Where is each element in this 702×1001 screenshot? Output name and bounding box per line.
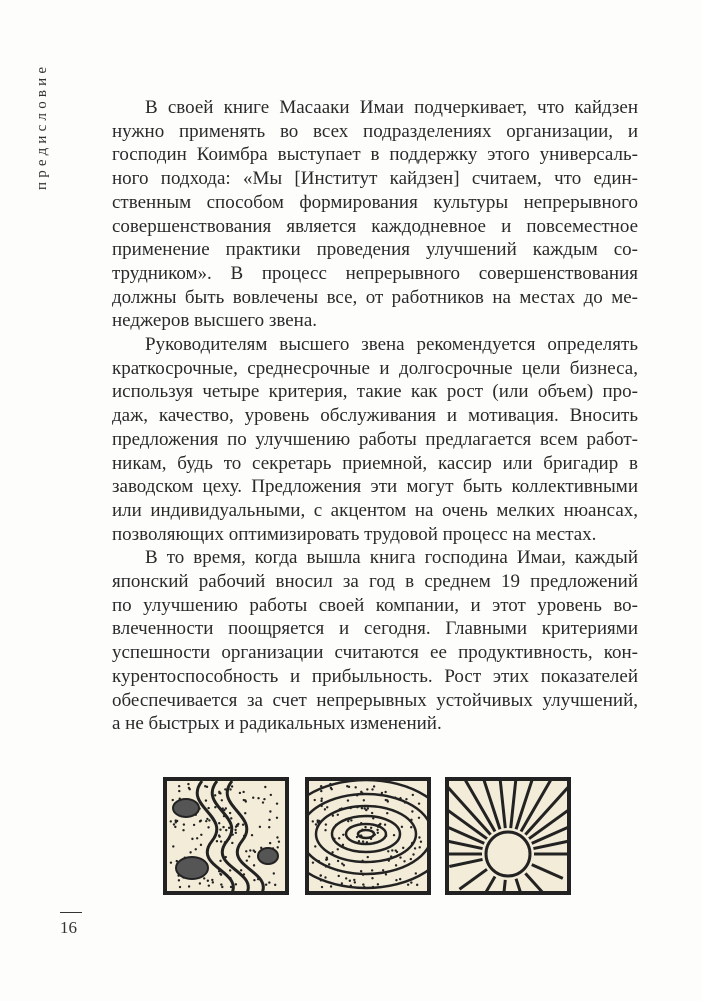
text-line: Руководителям высшего звена рекомендуется определять <box>145 334 638 356</box>
text-line: предложения по улучшению работы предлагается всем работ- <box>112 428 638 450</box>
text-line: никам, будь то секретарь приемной, кассир или бригадир в <box>112 452 638 474</box>
text-line: неджеров высшего звена. <box>112 310 318 332</box>
text-line: применение практики проведения улучшений каждым со- <box>112 239 638 261</box>
page-number-rule <box>60 912 82 913</box>
text-line: господин Коимбра выступает в поддержку этого универсаль- <box>112 144 638 166</box>
text-line: используя четыре критерия, такие как рост (или объем) про- <box>112 381 638 403</box>
text-line: или индивидуальными, с акцентом на очень мелких нюансах, <box>112 499 638 521</box>
text-line: краткосрочные, среднесрочные и долгосрочные цели бизнеса, <box>112 357 638 379</box>
text-line: обеспечивается за счет непрерывных устойчивых улучшений, <box>112 689 638 711</box>
sun-rays-icon <box>444 776 572 896</box>
text-line: успешности организации считаются ее продуктивность, кон- <box>112 642 638 664</box>
text-line: должны быть вовлечены все, от работников на местах до ме- <box>112 286 638 308</box>
text-line: нужно применять во всех подразделениях организации, и <box>112 120 638 142</box>
text-line: заводском цеху. Предложения эти могут быть коллективными <box>112 476 638 498</box>
text-line: по улучшению работы своей компании, и этот уровень во- <box>112 594 638 616</box>
text-line: совершенствования является каждодневное и повсеместное <box>112 215 638 237</box>
text-line: даж, качество, уровень обслуживания и мотивация. Вносить <box>112 405 638 427</box>
text-line: В своей книге Масааки Имаи подчеркивает, что кайдзен <box>145 97 638 118</box>
running-head: предисловие <box>34 62 50 190</box>
text-line: ственным способом формирования культуры непрерывного <box>112 191 638 213</box>
text-line: курентоспособность и прибыльность. Рост этих показателей <box>112 665 638 687</box>
text-line: ного подхода: «Мы [Институт кайдзен] считаем, что един- <box>112 168 638 190</box>
body-text <box>112 96 638 736</box>
text-line: В то время, когда вышла книга господина Имаи, каждый <box>145 547 638 569</box>
ripples-icon <box>304 776 432 896</box>
text-line: позволяющих оптимизировать трудовой процесс на местах. <box>112 523 597 545</box>
text-line: трудником». В процесс непрерывного совершенствования <box>112 262 638 284</box>
text-line: а не быстрых и радикальных изменений. <box>112 713 442 735</box>
text-line: японский рабочий вносил за год в среднем 19 предложений <box>112 571 638 593</box>
river-stones-icon <box>162 776 290 896</box>
text-line: влеченности поощряется и сегодня. Главными критериями <box>112 618 638 640</box>
page-number: 16 <box>60 918 77 937</box>
